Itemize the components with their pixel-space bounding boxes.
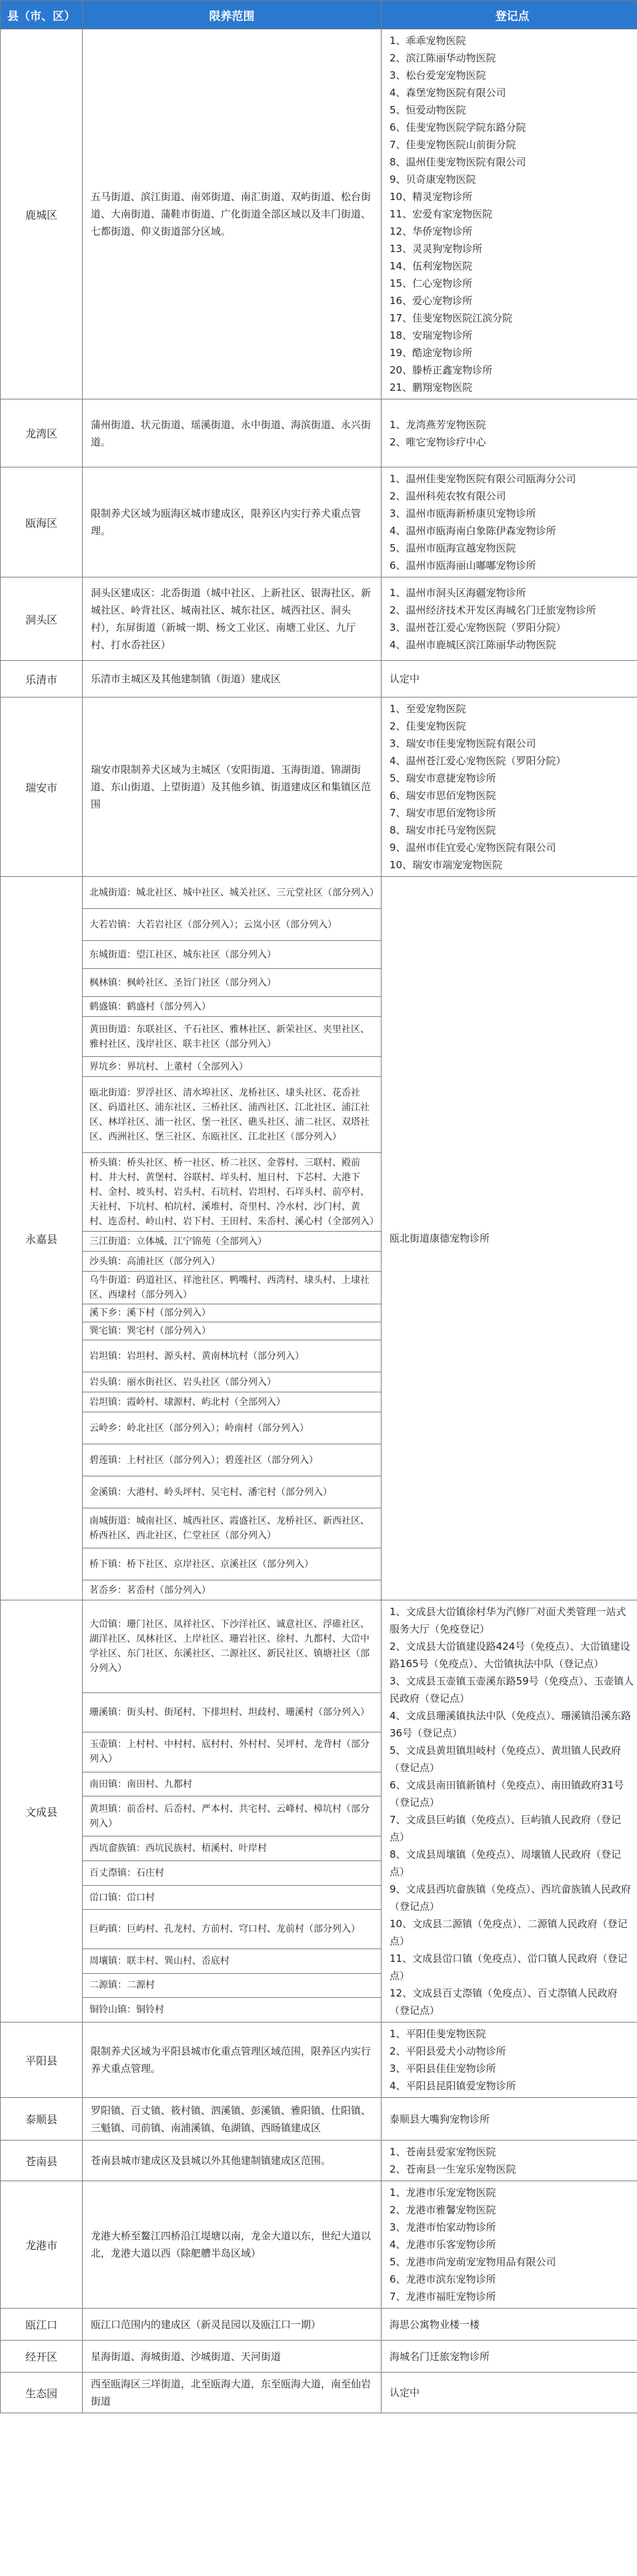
registration-cell [382,2341,637,2373]
registration-cell [382,2098,637,2141]
registration-item: 17、佳斐宠物医院江滨分院 [390,312,513,324]
table-row [1,399,637,467]
county-cell: 鹿城区 [1,29,83,399]
table-row [1,2341,637,2373]
county-cell: 经开区 [1,2341,83,2373]
registration-item: 5、瑞安市意捷宠物诊所 [390,772,496,784]
scope-subcell: 枫林镇：枫岭社区、圣旨门社区（部分列入） [83,969,382,997]
registration-item: 认定中 [390,673,420,685]
registration-item: 9、贝奇康宠物医院 [390,173,476,185]
registration-item: 2、平阳县爱犬小动物诊所 [390,2045,506,2057]
table-row [1,2023,637,2098]
registration-item: 1、文成县大峃镇徐村华为汽修厂对面犬类管理一站式服务大厅（免疫登记） [390,1606,626,1635]
scope-cell: 限制养犬区域为平阳县城市化重点管理区域范围，限养区内实行养犬重点管理。 [83,2023,382,2098]
scope-cell: 五马街道、滨江街道、南郊街道、南汇街道、双屿街道、松台街道、大南街道、蒲鞋市街道、广化街道全部区域以及丰门街道、七都街道、仰义街道部分区域。 [83,29,382,399]
scope-cell: 龙港大桥至鳌江四桥沿江堤塘以南，龙金大道以东，世纪大道以北，龙港大道以西（除舥艚半岛区域） [83,2181,382,2309]
registration-item: 4、龙港市乐客宠物诊所 [390,2239,496,2251]
table-body [1,29,637,2413]
scope-cell: 星海街道、海城街道、沙城街道、天河街道 [83,2341,382,2373]
registration-item: 1、龙港市乐宠宠物医院 [390,2187,496,2199]
registration-item: 10、精灵宠物诊所 [390,191,473,203]
scope-cell: 洞头区建成区：北岙街道（城中社区、上新社区、银海社区、新城社区、岭背社区、城南社区、城东社区、城西社区、洞头村），东屏街道（新城一期、杨文工业区、南塘工业区、九厅村、打水岙社区） [83,577,382,661]
registration-item: 3、文成县玉壶镇玉壶溪东路59号（免疫点）、玉壶镇人民政府（登记点） [390,1675,634,1704]
registration-cell [382,577,637,661]
registration-cell [382,2309,637,2341]
registration-item: 1、龙湾燕芳宠物医院 [390,418,486,431]
registration-item: 瓯北街道康德宠物诊所 [390,1232,490,1244]
county-cell: 洞头区 [1,577,83,661]
registration-item: 10、瑞安市端宠宠物医院 [390,859,503,871]
registration-item: 1、温州佳斐宠物医院有限公司瓯海分公司 [390,473,576,485]
county-cell: 永嘉县 [1,877,83,1600]
header-registration: 登记点 [382,1,637,29]
registration-item: 4、温州苍江爱心宠物医院（罗阳分院） [390,755,566,767]
scope-subcell: 桥下镇：桥下社区、京岸社区、京溪社区（部分列入） [83,1548,382,1580]
header-row [1,1,637,29]
scope-cell: 西至瓯海区三垟街道，北至瓯海大道，东至瓯海大道，南至仙岩街道 [83,2373,382,2413]
registration-item: 1、平阳佳斐宠物医院 [390,2028,486,2040]
registration-cell [382,2373,637,2413]
registration-item: 1、乖乖宠物医院 [390,35,466,47]
registration-item: 15、仁心宠物诊所 [390,277,473,289]
registration-item: 2、苍南县一生宠乐宠物医院 [390,2163,516,2175]
county-cell: 龙港市 [1,2181,83,2309]
registration-item: 6、瑞安市思佰宠物医院 [390,790,496,802]
registration-cell [382,2023,637,2098]
scope-cell: 蒲州街道、状元街道、瑶溪街道、永中街道、海滨街道、永兴街道。 [83,399,382,467]
scope-cell: 乐清市主城区及其他建制镇（街道）建成区 [83,661,382,698]
registration-item: 4、温州市鹿城区滨江陈丽华动物医院 [390,639,556,651]
registration-item: 9、文成县西坑畲族镇（免疫点）、西坑畲族镇人民政府（登记点） [390,1883,632,1912]
scope-subcell: 桥头镇：桥头社区、桥一社区、桥二社区、金蓉村、三联村、殿前村、井大村、黄堡村、谷联村、垟头村、旭日村、下芯村、大港下村、金村、坡头村、岩头村、石坑村、岩坦村、石垟头村、前亭村、天社村、下坑村、柏坑村、溪堆村、奇里村、冷水村、沙门村、黄村、连岙村、岭山村、岩下村、王田村、朱岙村、溪心村（全部列入） [83,1153,382,1232]
header-county: 县（市、区） [1,1,83,29]
registration-item: 海城名门迁旅宠物诊所 [390,2350,490,2363]
registration-cell [382,467,637,577]
county-cell: 瓯江口 [1,2309,83,2341]
registration-item: 13、灵灵狗宠物诊所 [390,243,483,255]
registration-cell [382,29,637,399]
scope-subcell: 界坑乡：界坑村、上董村（全部列入） [83,1057,382,1077]
registration-item: 2、温州科苑农牧有限公司 [390,490,506,502]
scope-subcell: 沙头镇：高浦社区（部分列入） [83,1252,382,1272]
scope-subcell: 峃口镇：峃口村 [83,1885,382,1910]
scope-subcell: 瓯北街道：罗浮社区、清水埠社区、龙桥社区、埭头社区、花岙社区、码道社区、浦东社区、三桥社区、浦西社区、江北社区、浦江社区、林垟社区、浦一社区、堡一社区、礁头社区、浦二社区、双塔社区、西洲社区、堡三社区、东瓯社区、江北社区（部分列入） [83,1077,382,1153]
county-cell: 文成县 [1,1600,83,2023]
registration-item: 11、宏爱有家宠物医院 [390,208,493,220]
scope-subcell: 岩头镇：丽水街社区、岩头社区（部分列入） [83,1372,382,1392]
registration-item: 3、平阳县佳佳宠物诊所 [390,2063,496,2075]
scope-cell: 罗阳镇、百丈镇、筱村镇、泗溪镇、彭溪镇、雅阳镇、仕阳镇、三魁镇、司前镇、南浦溪镇、龟湖镇、西旸镇建成区 [83,2098,382,2141]
table-row [1,2141,637,2181]
scope-subcell: 南田镇：南田村、九都村 [83,1772,382,1796]
registration-item: 16、爱心宠物诊所 [390,295,473,307]
registration-item: 11、文成县峃口镇（免疫点）、峃口镇人民政府（登记点） [390,1953,628,1982]
registration-item: 3、龙港市怡家动物诊所 [390,2221,496,2233]
registration-item: 海思公寓物业楼一楼 [390,2318,480,2331]
registration-item: 6、文成县南田镇新镇村（免疫点）、南田镇政府31号（登记点） [390,1779,624,1808]
registration-item: 19、酷途宠物诊所 [390,347,473,359]
scope-subcell: 周壤镇：联丰村、巽山村、岙底村 [83,1949,382,1973]
registration-cell [382,2181,637,2309]
table-row [1,577,637,661]
registration-item: 2、文成县大峃镇建设路424号（免疫点）、大峃镇建设路165号（免疫点）、大峃镇执法中队（登记点） [390,1640,630,1670]
registration-item: 4、温州市瓯海南白象陈伊森宠物诊所 [390,525,556,537]
scope-subcell: 百丈漈镇：石庄村 [83,1861,382,1886]
registration-item: 20、滕桥正鑫宠物诊所 [390,364,493,376]
county-cell: 瓯海区 [1,467,83,577]
registration-item: 5、文成县黄坦镇坦岐村（免疫点）、黄坦镇人民政府（登记点） [390,1744,622,1774]
scope-subcell: 大若岩镇：大若岩社区（部分列入）；云岚小区（部分列入） [83,909,382,941]
registration-item: 3、温州苍江爱心宠物医院（罗阳分院） [390,621,566,633]
registration-cell [382,661,637,698]
scope-subcell: 溪下乡：溪下村（部分列入） [83,1304,382,1322]
registration-item: 1、温州市洞头区海疆宠物诊所 [390,587,526,599]
registration-item: 9、温州市佳宜爱心宠物医院有限公司 [390,842,556,854]
scope-subcell: 云岭乡：岭北社区（部分列入）；岭南村（部分列入） [83,1412,382,1444]
registration-item: 7、瑞安市思佰宠物诊所 [390,807,496,819]
table-row [1,1600,637,1693]
scope-subcell: 东城街道：望江社区、城东社区（部分列入） [83,941,382,969]
registration-item: 认定中 [390,2387,420,2399]
county-cell: 乐清市 [1,661,83,698]
scope-subcell: 碧莲镇：上村社区（部分列入）；碧莲社区（部分列入） [83,1444,382,1476]
scope-cell: 限制养犬区域为瓯海区城市建成区，限养区内实行养犬重点管理。 [83,467,382,577]
table-row [1,661,637,698]
registration-item: 1、苍南县爱家宠物医院 [390,2146,496,2158]
scope-subcell: 玉壶镇：上村村、中村村、底村村、外村村、吴坪村、龙背村（部分列入） [83,1732,382,1772]
scope-subcell: 乌牛街道：码道社区、祥池社区、鸭嘴村、西湾村、埭头村、上埭社区、西埭村（部分列入） [83,1272,382,1304]
county-cell: 泰顺县 [1,2098,83,2141]
registration-cell [382,698,637,877]
county-cell: 龙湾区 [1,399,83,467]
registration-cell [382,1600,637,2023]
table-row [1,698,637,877]
county-cell: 生态园 [1,2373,83,2413]
scope-subcell: 岩坦镇：岩坦村、源头村、黄南林坑村（部分列入） [83,1340,382,1372]
registration-item: 2、唯它宠物诊疗中心 [390,435,486,448]
registration-item: 8、瑞安市托马宠物医院 [390,824,496,836]
registration-item: 6、温州市瓯海丽山嘟嘟宠物诊所 [390,559,536,571]
scope-subcell: 北城街道：城北社区、城中社区、城关社区、三元堂社区（部分列入） [83,877,382,909]
registration-item: 2、佳斐宠物医院 [390,720,466,732]
scope-subcell: 金溪镇：大港村、岭头坪村、吴宅村、潘宅村（部分列入） [83,1476,382,1508]
scope-cell: 苍南县城市建成区及县城以外其他建制镇建成区范围。 [83,2141,382,2181]
scope-subcell: 南城街道：城南社区、城西社区、霞盛社区、龙桥社区、新西社区、桥西社区、西北社区、仁堂社区（部分列入） [83,1508,382,1548]
scope-subcell: 西坑畲族镇：西坑民族村、梧溪村、叶岸村 [83,1836,382,1861]
registration-item: 12、华侨宠物诊所 [390,225,473,237]
scope-subcell: 岩坦镇：霞岭村、埭源村、屿北村（全部列入） [83,1392,382,1412]
county-cell: 平阳县 [1,2023,83,2098]
table-row [1,2098,637,2141]
registration-item: 7、文成县巨屿镇（免疫点）、巨屿镇人民政府（登记点） [390,1814,622,1843]
header-scope: 限养范围 [83,1,382,29]
registration-item: 5、恒爱动物医院 [390,104,466,116]
scope-subcell: 鹤盛镇：鹤盛村（部分列入） [83,997,382,1017]
registration-item: 21、鹏翔宠物医院 [390,381,473,393]
registration-item: 7、龙港市福旺宠物诊所 [390,2291,496,2303]
scope-subcell: 黄田街道：东联社区、千石社区、雅林社区、新荣社区、夹里社区、雅村社区、浅岸社区、联丰社区（部分列入） [83,1017,382,1057]
registration-item: 4、文成县珊溪镇执法中队（免疫点）、珊溪镇沿溪东路36号（登记点） [390,1710,632,1739]
registration-item: 3、瑞安市佳斐宠物医院有限公司 [390,738,536,750]
registration-item: 6、佳斐宠物医院学院东路分院 [390,121,526,133]
table-row [1,2181,637,2309]
scope-subcell: 巽宅镇：巽宅村（部分列入） [83,1322,382,1340]
scope-cell: 瑞安市限制养犬区域为主城区（安阳街道、玉海街道、锦湖街道、东山街道、上望街道）及其他乡镇、街道建成区和集镇区范围 [83,698,382,877]
registration-item: 14、伍利宠物医院 [390,260,473,272]
registration-item: 3、松台爱宠宠物医院 [390,69,486,81]
scope-subcell: 大峃镇：珊门社区、凤祥社区、下沙洋社区、诚意社区、浮碓社区、湖洋社区、凤林社区、上岸社区、珊岩社区、徐村、九都村、大峃中学社区、东门社区、东溪社区、二源社区、新民社区、镇塘社区（部分列入） [83,1600,382,1693]
table-row [1,29,637,399]
table-row [1,2309,637,2341]
registration-item: 5、龙港市尚宠萌宠宠物用品有限公司 [390,2256,556,2268]
registration-item: 2、滨江陈丽华动物医院 [390,52,496,64]
table-row [1,877,637,909]
table-row [1,2373,637,2413]
scope-subcell: 三江街道：立体城、江宁锦苑（全部列入） [83,1232,382,1252]
scope-subcell: 铜铃山镇：铜铃村 [83,1998,382,2023]
scope-cell: 瓯江口范围内的建成区（新灵昆园以及瓯江口一期） [83,2309,382,2341]
registration-item: 18、安瑞宠物诊所 [390,329,473,341]
scope-subcell: 黄坦镇：前岙村、后岙村、严本村、共宅村、云峰村、樟坑村（部分列入） [83,1796,382,1836]
registration-item: 4、平阳县昆阳镇爱宠物诊所 [390,2080,516,2092]
table-row [1,467,637,577]
county-cell: 瑞安市 [1,698,83,877]
scope-subcell: 二源镇：二源村 [83,1973,382,1998]
registration-item: 5、温州市瓯海宣越宠物医院 [390,542,516,554]
registration-item: 4、森堡宠物医院有限公司 [390,87,506,99]
registration-item: 3、温州市瓯海新桥康贝宠物诊所 [390,507,536,519]
registration-cell [382,2141,637,2181]
scope-subcell: 巨屿镇：巨屿村、孔龙村、方前村、穹口村、龙前村（部分列入） [83,1910,382,1949]
registration-item: 2、龙港市雅馨宠物医院 [390,2204,496,2216]
registration-item: 8、文成县周壤镇（免疫点）、周壤镇人民政府（登记点） [390,1848,622,1878]
registration-item: 1、至爱宠物医院 [390,703,466,715]
registration-item: 12、文成县百丈漈镇（免疫点）、百丈漈镇人民政府（登记点） [390,1987,618,2017]
registration-item: 8、温州佳斐宠物医院有限公司 [390,156,526,168]
registration-cell [382,877,637,1600]
scope-subcell: 珊溪镇：街头村、街尾村、下排坦村、坦歧村、珊溪村（部分列入） [83,1693,382,1732]
registration-item: 10、文成县二源镇（免疫点）、二源镇人民政府（登记点） [390,1918,628,1947]
registration-item: 6、龙港市滨东宠物诊所 [390,2273,496,2285]
scope-subcell: 茗岙乡：茗岙村（部分列入） [83,1580,382,1600]
registration-item: 泰顺县大嘴狗宠物诊所 [390,2113,490,2125]
registration-item: 2、温州经济技术开发区海城名门迁旅宠物诊所 [390,604,596,616]
county-cell: 苍南县 [1,2141,83,2181]
registration-cell [382,399,637,467]
registration-item: 7、佳斐宠物医院山前街分院 [390,139,516,151]
